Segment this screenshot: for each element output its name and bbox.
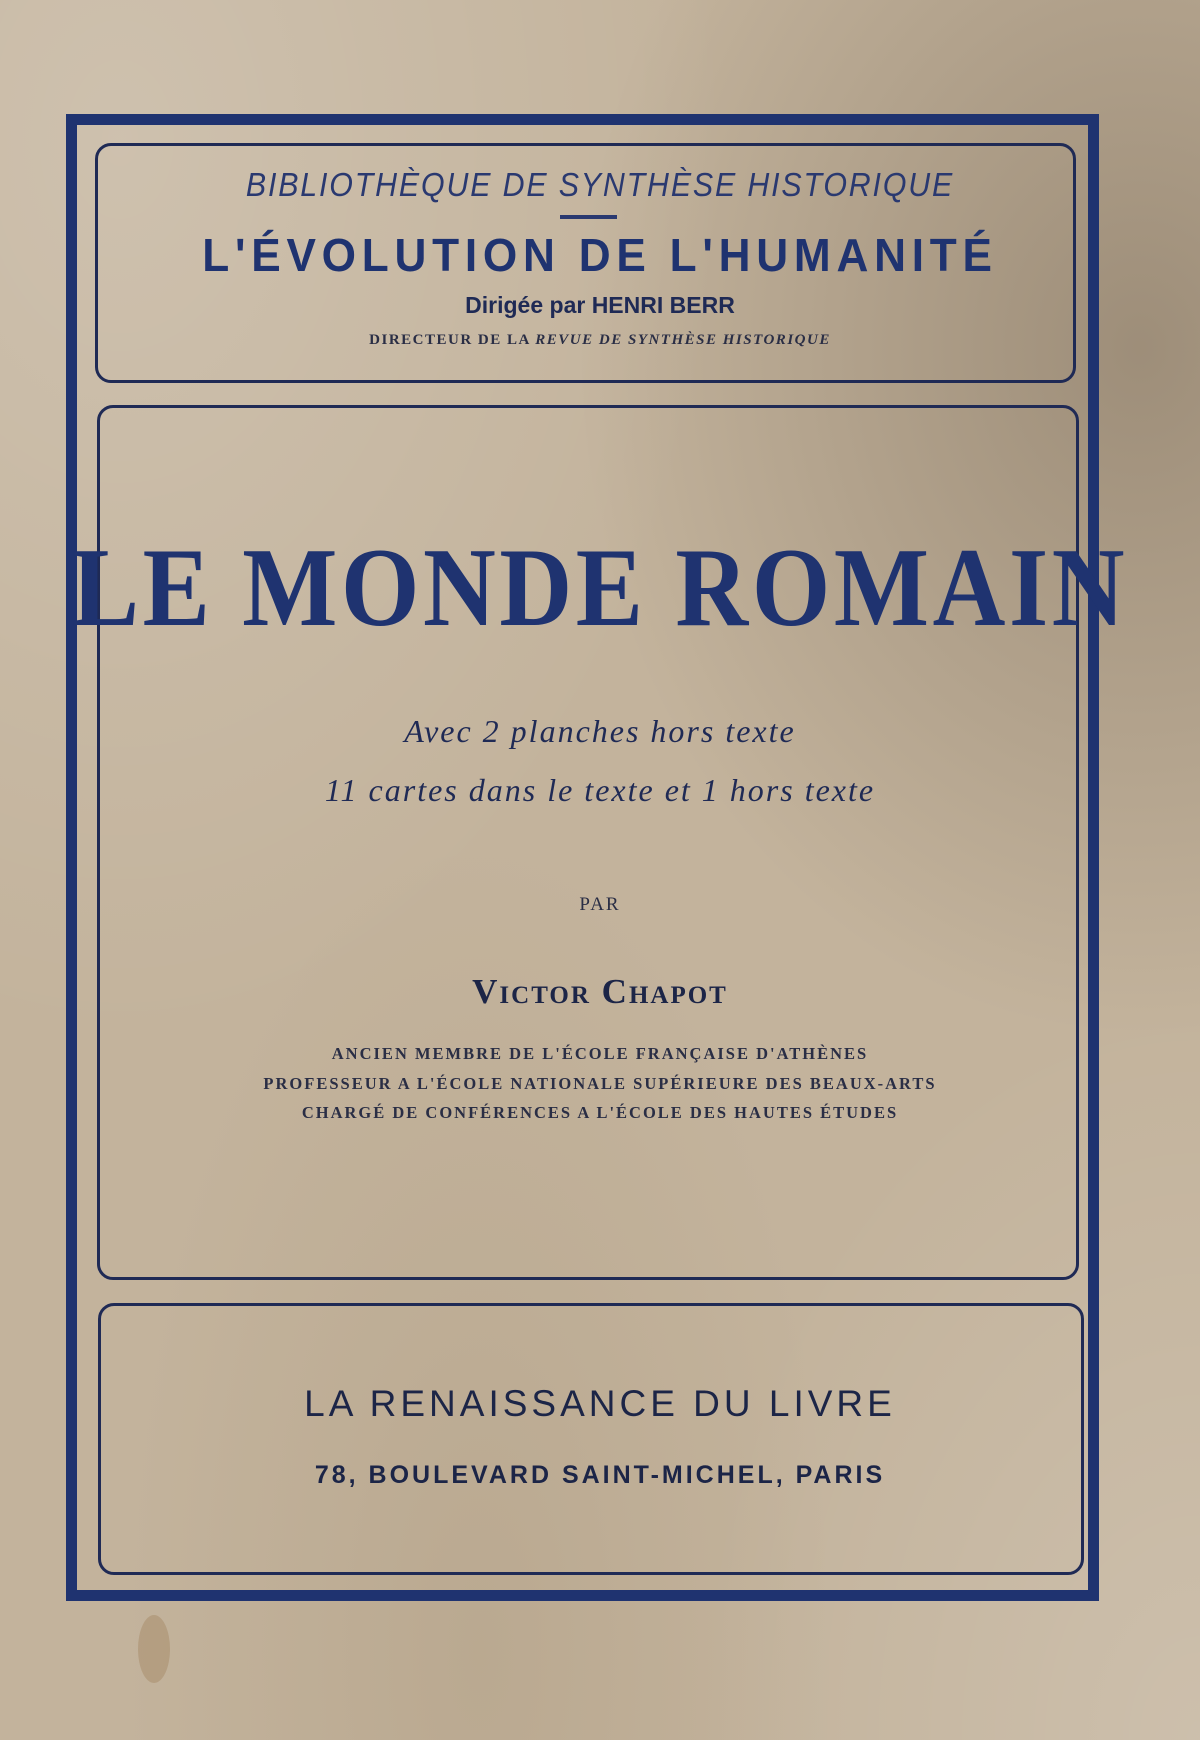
publisher-address: 78, BOULEVARD SAINT-MICHEL, PARIS — [314, 1461, 886, 1489]
journal-name: REVUE DE SYNTHÈSE HISTORIQUE — [535, 332, 831, 348]
director-prefix: DIRECTEUR DE LA — [369, 332, 536, 348]
author-credential: PROFESSEUR A L'ÉCOLE NATIONALE SUPÉRIEURE DES BEAUX-ARTS — [263, 1074, 937, 1093]
paper-stain — [138, 1615, 170, 1683]
series-divider-rule — [560, 215, 617, 219]
book-title: LE MONDE ROMAIN — [71, 526, 1129, 650]
series-name: BIBLIOTHÈQUE DE SYNTHÈSE HISTORIQUE — [245, 166, 955, 203]
author-credential: CHARGÉ DE CONFÉRENCES A L'ÉCOLE DES HAUTES ÉTUDES — [301, 1103, 899, 1122]
by-label: PAR — [579, 894, 621, 915]
publisher-box — [98, 1303, 1084, 1575]
collection-title: L'ÉVOLUTION DE L'HUMANITÉ — [202, 229, 998, 281]
series-editor: Dirigée par HENRI BERR — [465, 292, 735, 318]
author-name: Victor Chapot — [472, 972, 728, 1011]
subtitle-line: Avec 2 planches hors texte — [404, 713, 796, 749]
publisher-name: LA RENAISSANCE DU LIVRE — [304, 1383, 896, 1424]
author-credential: ANCIEN MEMBRE DE L'ÉCOLE FRANÇAISE D'ATHÈNES — [331, 1044, 869, 1063]
subtitle-line: 11 cartes dans le texte et 1 hors texte — [324, 772, 876, 808]
editor-credential — [0, 332, 1200, 349]
